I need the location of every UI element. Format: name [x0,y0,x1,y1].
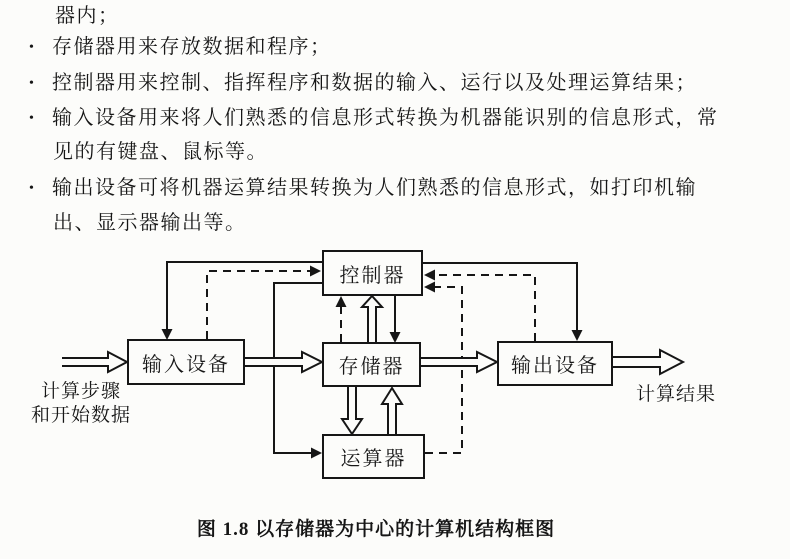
input-annotation-line1: 计算步骤 [41,381,122,402]
hollow-arrow-input-device-to-memory [245,352,322,372]
dashed-arrow-output-device-to-controller [424,270,535,342]
output-annotation: 计算结果 [636,384,717,405]
text-line-body: 见的有键盘、鼠标等。 [53,141,268,163]
text-line-body: 器内； [55,5,120,27]
text-line-body: 控制器用来控制、指挥程序和数据的输入、运行以及处理运算结果； [52,72,697,94]
node-output-device-label: 输出设备 [511,355,599,377]
text-line-body: 存储器用来存放数据和程序； [52,36,332,58]
node-alu [322,434,425,479]
node-input-device [127,339,245,385]
text-line-body: 输入设备用来将人们熟悉的信息形式转换为机器能识别的信息形式，常 [52,107,719,129]
bullet-marker: • [29,181,34,196]
node-output-device [497,341,613,386]
node-memory [322,342,421,387]
node-controller-label: 控制器 [339,264,406,287]
hollow-arrow-memory-to-controller [362,296,382,342]
bullet-marker: • [29,111,34,126]
arrow-controller-to-alu [274,283,322,459]
hollow-arrow-alu-to-memory [382,388,402,434]
arrow-controller-to-memory [390,296,401,343]
hollow-arrow-output-device-to-external [613,350,683,374]
bullet-marker: • [29,76,34,91]
bullet-marker: • [29,40,34,55]
node-memory-label: 存储器 [338,356,405,378]
node-controller [322,250,423,296]
hollow-arrow-memory-to-output-device [421,352,497,372]
text-line-body: 输出设备可将机器运算结果转换为人们熟悉的信息形式，如打印机输 [52,177,697,199]
dashed-arrow-memory-to-controller [336,296,347,342]
figure-caption: 图 1.8 以存储器为中心的计算机结构框图 [196,519,556,540]
text-line-body: 出、显示器输出等。 [53,212,247,234]
node-alu-label: 运算器 [340,448,407,470]
hollow-arrow-memory-to-alu [342,387,362,434]
dashed-arrow-input-device-to-controller [207,266,321,340]
hollow-arrow-external-to-input-device [62,352,127,372]
arrow-controller-to-input-device [162,262,323,340]
dashed-arrow-alu-to-controller [424,282,462,454]
node-input-device-label: 输入设备 [142,353,230,376]
input-annotation-line2: 和开始数据 [31,405,132,426]
